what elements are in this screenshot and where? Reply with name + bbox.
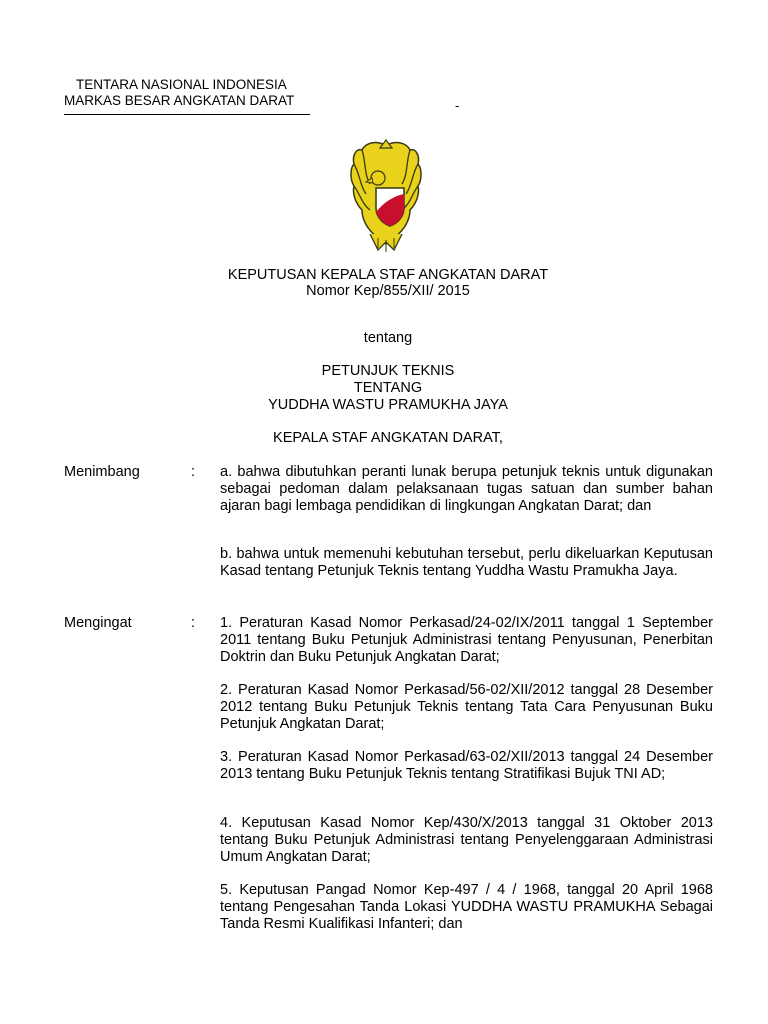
menimbang-item-b: b. bahwa untuk memenuhi kebutuhan tersebut, perlu dikeluarkan Keputusan Kasad tentang Petunjuk Teknis tentang Yuddha Wastu Pramukha Jaya. <box>220 546 713 579</box>
menimbang-label: Menimbang <box>64 464 140 480</box>
mengingat-label: Mengingat <box>64 615 132 631</box>
letterhead-underline <box>64 114 310 115</box>
decree-number: Nomor Kep/855/XII/ 2015 <box>306 283 470 299</box>
decree-subject-line-1: PETUNJUK TEKNIS <box>321 363 455 379</box>
menimbang-item-a: a. bahwa dibutuhkan peranti lunak berupa petunjuk teknis untuk digunakan sebagai pedoman dalam pelaksanaan tugas satuan dan sumber bahan ajaran bagi lembaga pendidikan di lingkungan Angkatan Darat; dan <box>220 464 713 514</box>
decree-about: tentang <box>363 330 413 346</box>
letterhead-line-1: TENTARA NASIONAL INDONESIA <box>76 77 287 92</box>
decree-authority: KEPALA STAF ANGKATAN DARAT, <box>273 430 503 446</box>
mengingat-item-5: 5. Keputusan Pangad Nomor Kep-497 / 4 / 1968, tanggal 20 April 1968 tentang Pengesahan Tanda Lokasi YUDDHA WASTU PRAMUKHA Sebagai Tanda Resmi Kualifikasi Infanteri; dan <box>220 882 713 932</box>
menimbang-colon: : <box>191 464 196 480</box>
army-emblem-icon <box>348 138 424 256</box>
mengingat-item-4: 4. Keputusan Kasad Nomor Kep/430/X/2013 tanggal 31 Oktober 2013 tentang Buku Petunjuk Administrasi tentang Penyelenggaraan Administrasi Umum Angkatan Darat; <box>220 815 713 865</box>
letterhead <box>64 77 294 109</box>
mengingat-item-1: 1. Peraturan Kasad Nomor Perkasad/24-02/IX/2011 tanggal 1 September 2011 tentang Buku Petunjuk Administrasi tentang Penyusunan, Penerbitan Doktrin dan Buku Petunjuk Angkatan Darat; <box>220 615 713 665</box>
mengingat-item-3: 3. Peraturan Kasad Nomor Perkasad/63-02/XII/2013 tanggal 24 Desember 2013 tentang Buku Petunjuk Teknis tentang Stratifikasi Bujuk TNI AD; <box>220 749 713 782</box>
page-mark: - <box>455 98 460 113</box>
decree-subject-line-3: YUDDHA WASTU PRAMUKHA JAYA <box>268 397 508 413</box>
mengingat-colon: : <box>191 615 196 631</box>
mengingat-item-2: 2. Peraturan Kasad Nomor Perkasad/56-02/XII/2012 tanggal 28 Desember 2012 tentang Buku Petunjuk Teknis tentang Tata Cara Penyusunan Buku Petunjuk Angkatan Darat; <box>220 682 713 732</box>
decree-subject-line-2: TENTANG <box>353 380 423 396</box>
decree-title: KEPUTUSAN KEPALA STAF ANGKATAN DARAT <box>227 267 549 283</box>
letterhead-line-2: MARKAS BESAR ANGKATAN DARAT <box>64 93 295 108</box>
